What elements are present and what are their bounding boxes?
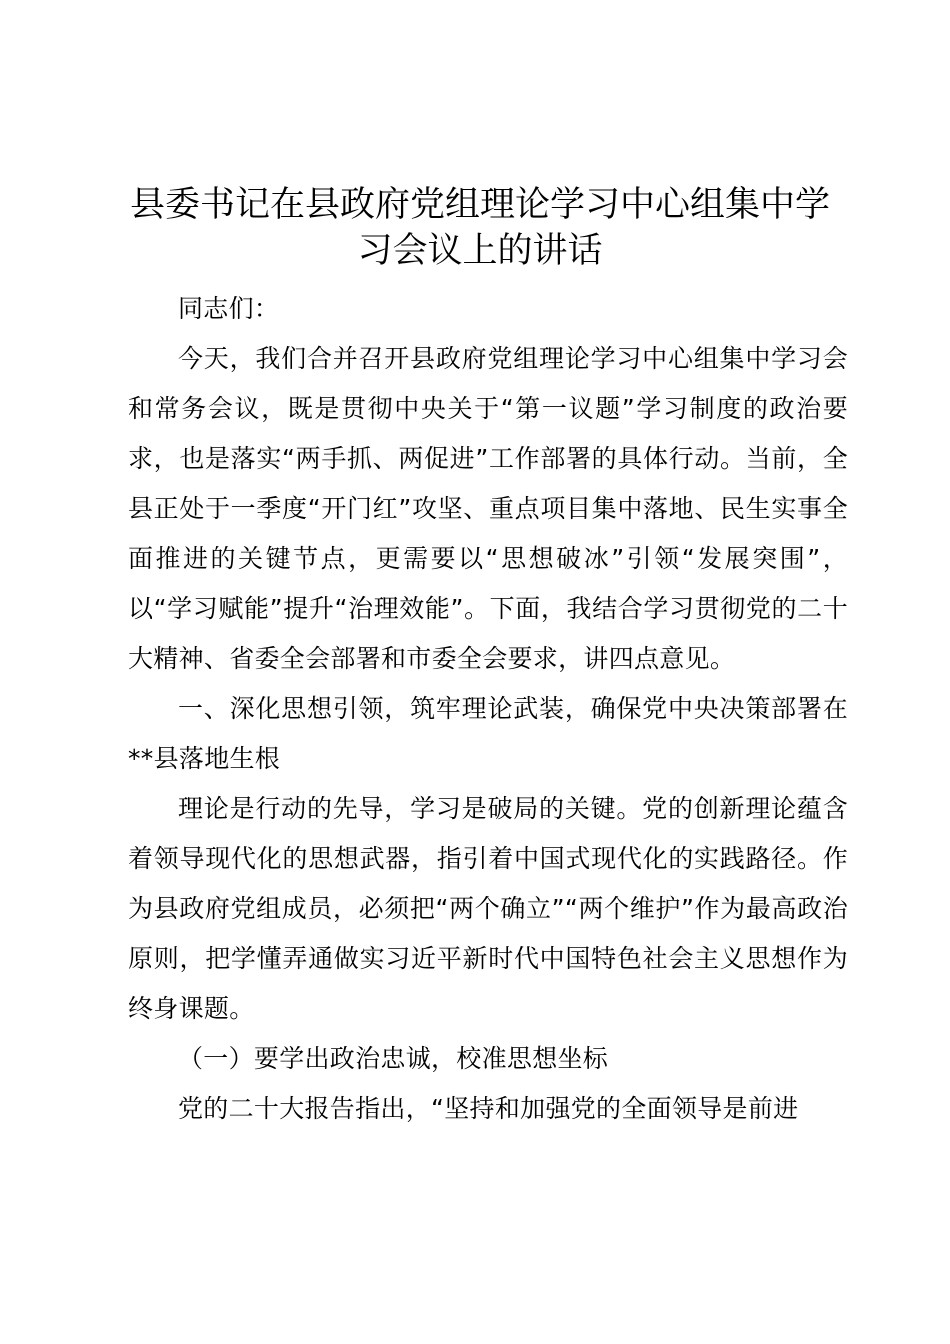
subsection-heading-1: （一）要学出政治忠诚，校准思想坐标: [178, 1044, 609, 1073]
document-title: [118, 182, 842, 274]
title-line-1: 县委书记在县政府党组理论学习中心组集中学: [129, 185, 830, 225]
paragraph-subsection-1: 党的二十大报告指出，“坚持和加强党的全面领导是前进: [178, 1094, 799, 1123]
paragraph-section-1: 理论是行动的先导，学习是破局的关键。党的创新理论蕴含着领导现代化的思想武器，指引着中国式现代化的实践路径。作为县政府党组成员，必须把“两个确立”“两个维护”作为最高政治原则，把学懂弄通做实习近平新时代中国特色社会主义思想作为终身课题。: [128, 794, 848, 1023]
document-body: [128, 284, 848, 1134]
title-line-2: 习会议上的讲话: [357, 231, 603, 271]
paragraph-intro: 今天，我们合并召开县政府党组理论学习中心组集中学习会和常务会议，既是贯彻中央关于“第一议题”学习制度的政治要求，也是落实“两手抓、两促进”工作部署的具体行动。当前，全县正处于一季度“开门红”攻坚、重点项目集中落地、民生实事全面推进的关键节点，更需要以“思想破冰”引领“发展突围”，以“学习赋能”提升“治理效能”。下面，我结合学习贯彻党的二十大精神、省委全会部署和市委全会要求，讲四点意见。: [128, 344, 848, 673]
section-heading-1: 一、深化思想引领，筑牢理论武装，确保党中央决策部署在**县落地生根: [128, 694, 848, 773]
salutation: 同志们：: [178, 294, 280, 323]
